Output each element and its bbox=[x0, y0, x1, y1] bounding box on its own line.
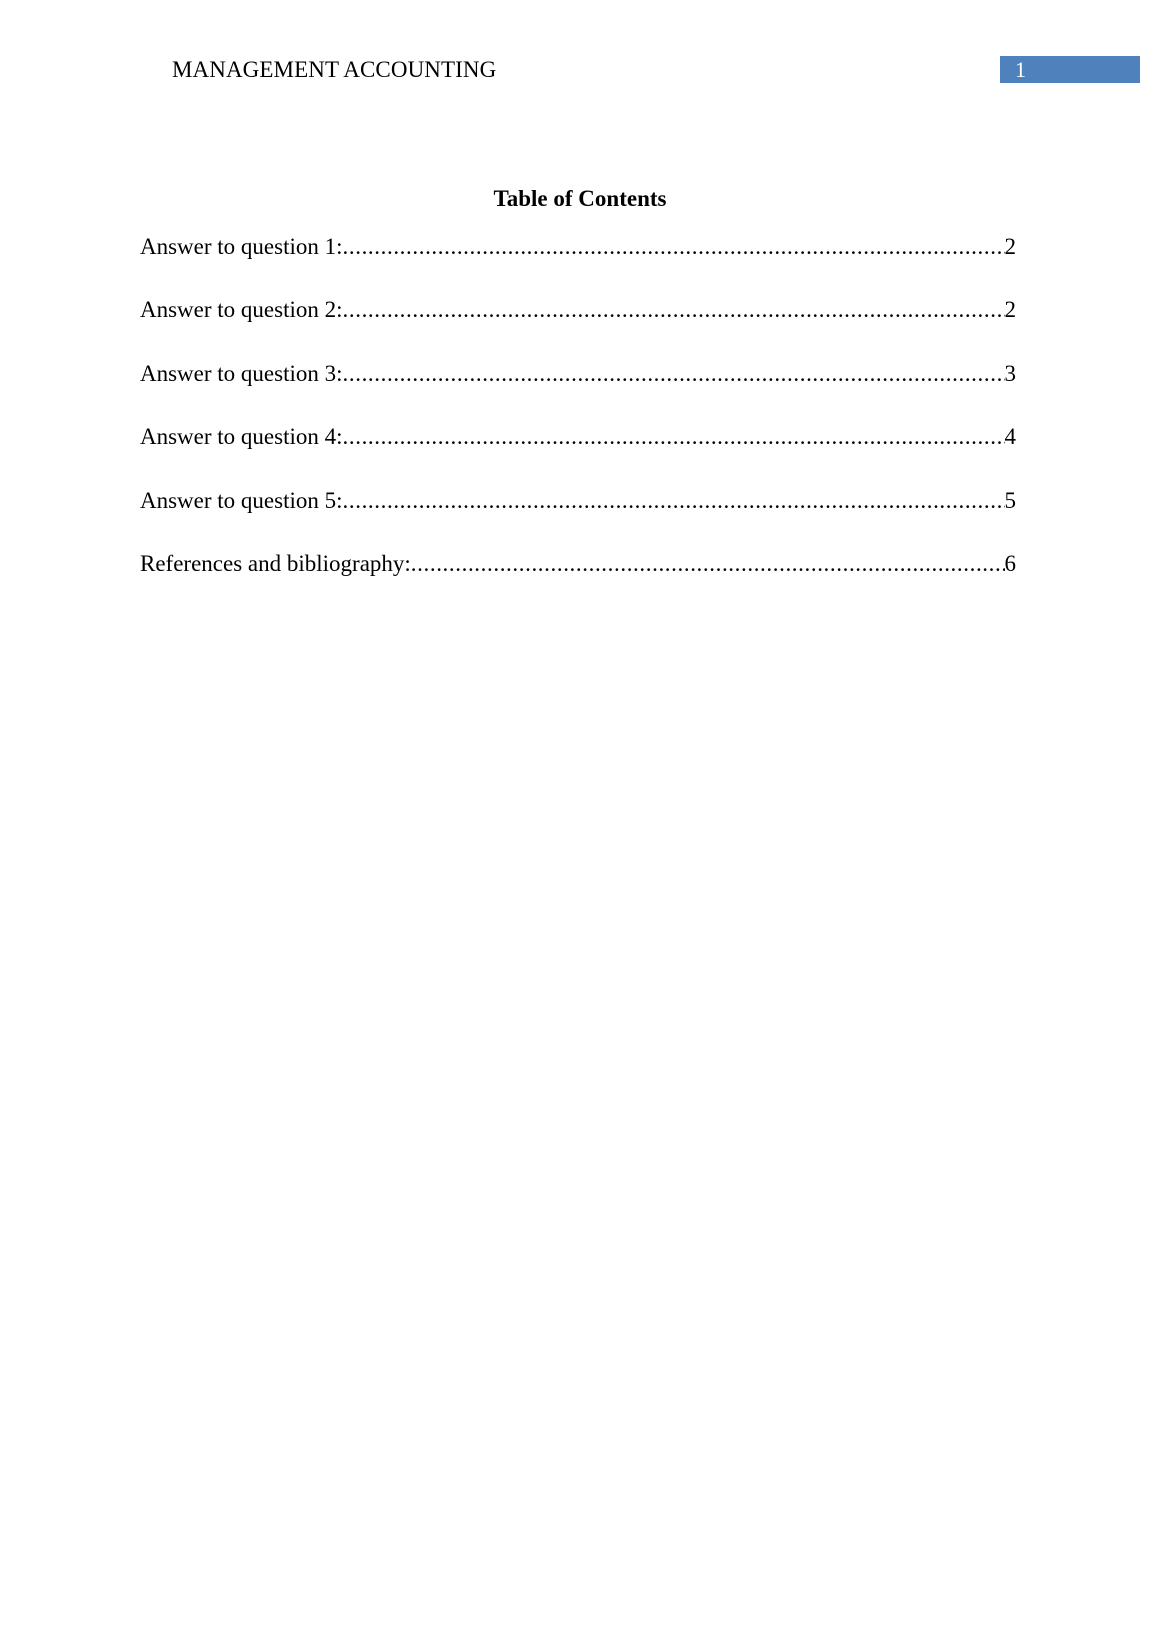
toc-entry-label: Answer to question 5: bbox=[140, 487, 343, 513]
toc-dot-leader bbox=[343, 486, 1005, 516]
toc-entry-page: 6 bbox=[1004, 550, 1016, 576]
toc-entry-references[interactable] bbox=[140, 549, 1016, 579]
toc-title: Table of Contents bbox=[493, 186, 667, 211]
toc-entry-question-4[interactable] bbox=[140, 422, 1016, 452]
toc-entry-label: References and bibliography: bbox=[140, 550, 411, 576]
toc-entry-label: Answer to question 4: bbox=[140, 424, 343, 450]
toc-dot-leader bbox=[343, 422, 1005, 452]
table-of-contents bbox=[140, 184, 1016, 612]
page-number-box bbox=[1000, 56, 1140, 83]
toc-dot-leader bbox=[343, 232, 1005, 262]
toc-entry-label: Answer to question 1: bbox=[140, 234, 343, 259]
toc-list bbox=[140, 232, 1016, 579]
toc-entry-page: 5 bbox=[1004, 487, 1016, 513]
toc-entry-question-2[interactable] bbox=[140, 295, 1016, 325]
toc-entry-label: Answer to question 2: bbox=[140, 297, 343, 323]
toc-entry-page: 3 bbox=[1004, 360, 1016, 386]
page-header bbox=[0, 0, 1158, 100]
toc-entry-question-1[interactable] bbox=[140, 232, 1016, 262]
toc-entry-question-5[interactable] bbox=[140, 486, 1016, 516]
toc-dot-leader bbox=[343, 295, 1005, 325]
toc-entry-page: 4 bbox=[1004, 424, 1016, 450]
page-number: 1 bbox=[1015, 57, 1026, 82]
toc-entry-page: 2 bbox=[1004, 234, 1016, 259]
toc-entry-page: 2 bbox=[1004, 297, 1016, 323]
toc-entry-label: Answer to question 3: bbox=[140, 360, 343, 386]
toc-dot-leader bbox=[411, 549, 1005, 579]
running-head-title: MANAGEMENT ACCOUNTING bbox=[172, 57, 497, 82]
toc-entry-question-3[interactable] bbox=[140, 359, 1016, 389]
toc-dot-leader bbox=[343, 359, 1005, 389]
